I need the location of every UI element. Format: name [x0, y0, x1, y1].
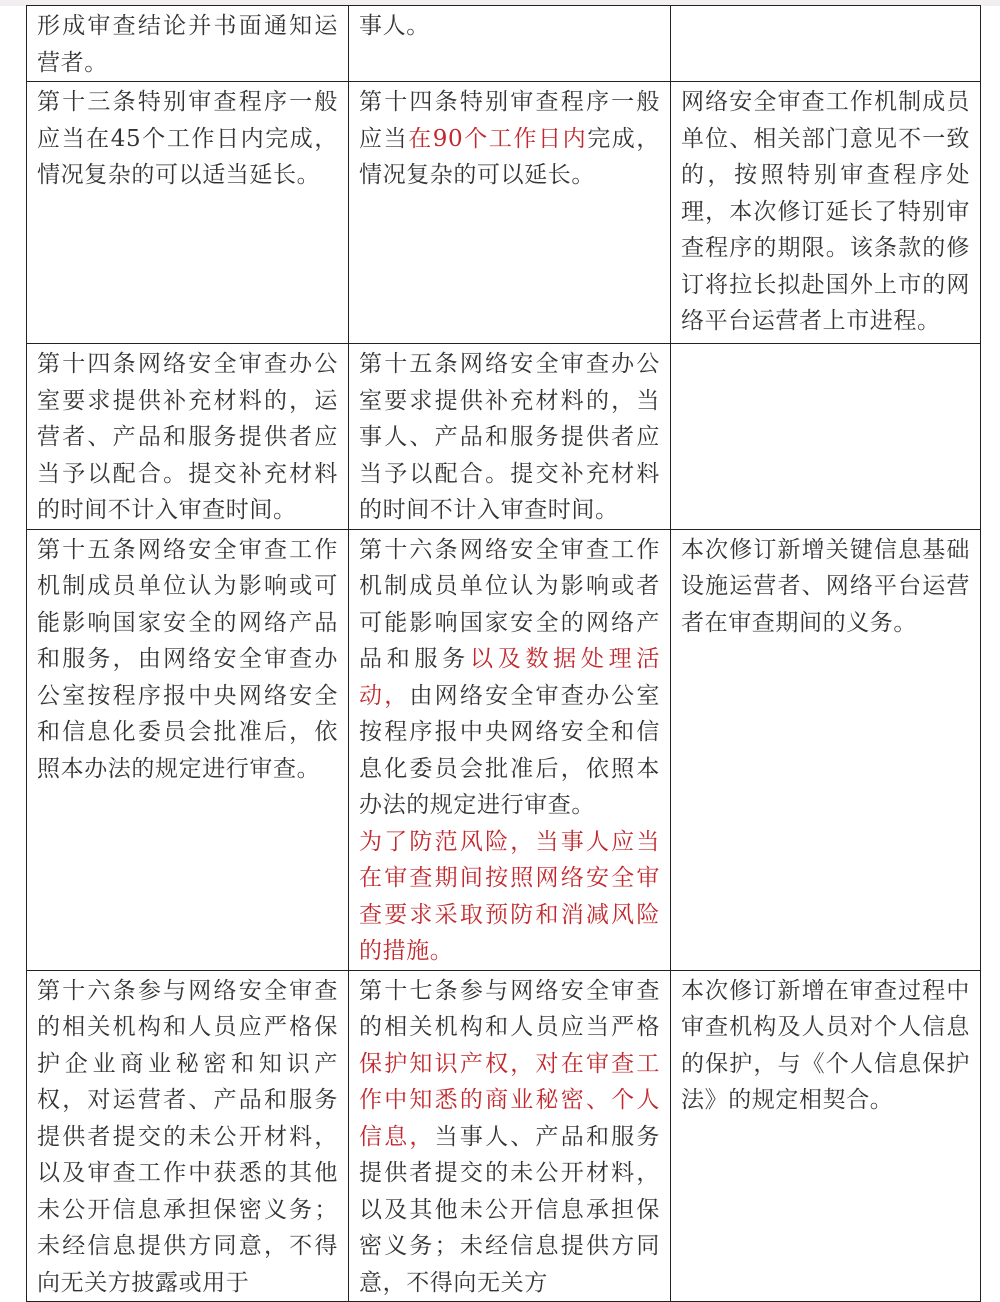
note-cell	[671, 6, 981, 82]
new-article-cell	[349, 344, 671, 530]
new-text: 第十七条参与网络安全审查的相关机构和人员应当严格	[359, 977, 660, 1040]
note-cell: 本次修订新增关键信息基础设施运营者、网络平台运营者在审查期间的义务。	[671, 529, 981, 970]
table-row	[27, 970, 981, 1302]
old-article-cell: 第十六条参与网络安全审查的相关机构和人员应严格保护企业商业秘密和知识产权，对运营者、产品和服务提供者提交的未公开材料，以及审查工作中获悉的其他未公开信息承担保密义务；未经信息提供方同意，不得向无关方披露或用于	[27, 970, 349, 1302]
new-article-cell	[349, 82, 671, 344]
new-text: 当事人、产品和服务提供者提交的未公开材料，以及其他未公开信息承担保密义务；未经信息提供方同意，不得向无关方	[359, 1123, 660, 1296]
note-cell	[671, 344, 981, 530]
new-paragraph	[359, 532, 660, 824]
table-row	[27, 344, 981, 530]
new-text: 由网络安全审查办公室按程序报中央网络安全和信息化委员会批准后，依照本办法的规定进行审查。	[359, 682, 660, 818]
new-text: 第十五条网络安全审查办公室要求提供补充材料的，当事人、产品和服务提供者应当予以配合。提交补充材料的时间不计入审查时间。	[359, 351, 660, 523]
old-article-cell: 形成审查结论并书面通知运营者。	[27, 6, 349, 82]
old-article-cell: 第十四条网络安全审查办公室要求提供补充材料的，运营者、产品和服务提供者应当予以配合。提交补充材料的时间不计入审查时间。	[27, 344, 349, 530]
new-article-cell	[349, 529, 671, 970]
new-text: 第十六条网络安全审查工作机制成员单位认为影响或者可能影响国家安全的网络产品和服务	[359, 536, 660, 672]
old-article-cell: 第十三条特别审查程序一般应当在45个工作日内完成，情况复杂的可以适当延长。	[27, 82, 349, 344]
comparison-table	[26, 5, 981, 1302]
new-text-highlight: 保护知识产权，对在审查工作中知悉的商业秘密、个人信息，	[359, 1050, 660, 1150]
table-row	[27, 529, 981, 970]
new-text-highlight: 在90个工作日内	[408, 125, 588, 152]
new-text: 事人。	[359, 13, 430, 39]
new-article-cell	[349, 6, 671, 82]
old-article-cell: 第十五条网络安全审查工作机制成员单位认为影响或可能影响国家安全的网络产品和服务，由网络安全审查办公室按程序报中央网络安全和信息化委员会批准后，依照本办法的规定进行审查。	[27, 529, 349, 970]
note-cell: 本次修订新增在审查过程中审查机构及人员对个人信息的保护，与《个人信息保护法》的规定相契合。	[671, 970, 981, 1302]
note-cell: 网络安全审查工作机制成员单位、相关部门意见不一致的，按照特别审查程序处理，本次修订延长了特别审查程序的期限。该条款的修订将拉长拟赴国外上市的网络平台运营者上市进程。	[671, 82, 981, 344]
table-row	[27, 6, 981, 82]
new-text: 完成，情况复杂的可以延长。	[359, 125, 660, 188]
new-paragraph-highlight: 为了防范风险，当事人应当在审查期间按照网络安全审查要求采取预防和消减风险的措施。	[359, 828, 660, 964]
new-article-cell	[349, 970, 671, 1302]
table-row	[27, 82, 981, 344]
new-text-highlight: 以及数据处理活动，	[359, 646, 661, 709]
new-text: 第十四条特别审查程序一般应当	[359, 89, 660, 152]
